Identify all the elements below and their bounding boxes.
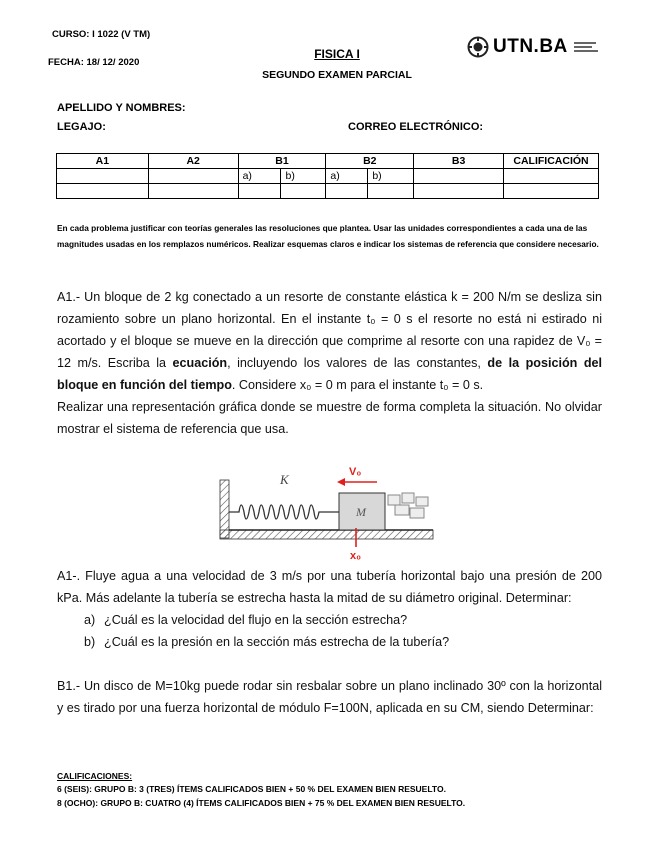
- exam-title: SEGUNDO EXAMEN PARCIAL: [262, 69, 412, 81]
- legajo-label: LEGAJO:: [57, 121, 106, 133]
- col-a2: A2: [148, 154, 238, 169]
- grading-line-1: 6 (SEIS): GRUPO B: 3 (TRES) ÍTEMS CALIFICADOS BIEN + 50 % DEL EXAMEN BIEN RESUELTO.: [57, 784, 446, 794]
- cell-empty[interactable]: [414, 184, 504, 199]
- problem-a1-note: Realizar una representación gráfica donde se muestre de forma completa la situación. No olvidar mostrar el sistema de referencia que usa.: [57, 400, 602, 436]
- spring: [229, 505, 339, 519]
- logo-small-text-icon: [574, 40, 600, 54]
- cell-b2-b[interactable]: b): [368, 169, 414, 184]
- cell-empty[interactable]: [368, 184, 414, 199]
- col-b1: B1: [238, 154, 326, 169]
- problem-b1-text: B1.- Un disco de M=10kg puede rodar sin resbalar sobre un plano inclinado 30º con la horizontal y es tirado por una fuerza horizontal de módulo F=100N, aplicada en su CM, siendo Determinar:: [57, 679, 602, 715]
- cell-b1-a[interactable]: a): [238, 169, 281, 184]
- problem-a1-text: A1.- Un bloque de 2 kg conectado a un resorte de constante elástica k = 200 N/m se desliza sin rozamiento sobre un plano horizontal. En el instante t₀ = 0 s el resorte no está ni estirado ni acortado y el bloque se mueve en la dirección que comprime al resorte con una rapidez de V₀ = 12 m/s. Escriba la ecuación, incluyendo los valores de las constantes, de la posición del bloque en función del tiempo. Considere x₀ = 0 m para el instante t₀ = 0 s.: [57, 290, 603, 392]
- date-label: FECHA: 18/ 12/ 2020: [48, 57, 140, 68]
- problem-a1b-text: A1-. Fluye agua a una velocidad de 3 m/s por una tubería horizontal bajo una presión de 200 kPa. Más adelante la tubería se estrecha hasta la mitad de su diámetro original. Determinar:: [57, 569, 602, 605]
- list-item: a) ¿Cuál es la velocidad del flujo en la sección estrecha?: [84, 613, 408, 627]
- table-row: [57, 184, 599, 199]
- cell-a2[interactable]: [148, 169, 238, 184]
- spring-k-label: K: [280, 472, 289, 487]
- velocity-label: V₀: [349, 466, 362, 478]
- utn-gear-icon: [467, 36, 489, 58]
- velocity-arrowhead-icon: [337, 478, 345, 486]
- table-row: [57, 169, 599, 184]
- cell-empty[interactable]: [57, 184, 149, 199]
- logo-text: UTN.BA: [493, 36, 568, 57]
- table-header-row: [57, 154, 599, 169]
- floor: [220, 530, 433, 539]
- cell-b3[interactable]: [414, 169, 504, 184]
- x0-label: x₀: [350, 550, 362, 562]
- instructions: En cada problema justificar con teorías generales las resoluciones que plantea. Usar las unidades correspondientes a cada una de las magnitudes usadas en los remplazos numéricos. Realizar esquemas claros e indicar los sistemas de referencia que considere necesario.: [57, 223, 599, 249]
- cell-empty[interactable]: [148, 184, 238, 199]
- spring-mass-figure: [215, 462, 440, 562]
- col-calificacion: CALIFICACIÓN: [504, 154, 599, 169]
- motion-streaks: [388, 493, 428, 518]
- cell-a1[interactable]: [57, 169, 149, 184]
- col-b3: B3: [414, 154, 504, 169]
- cell-calificacion[interactable]: [504, 169, 599, 184]
- name-label: APELLIDO Y NOMBRES:: [57, 102, 186, 114]
- cell-empty[interactable]: [326, 184, 368, 199]
- email-label: CORREO ELECTRÓNICO:: [348, 121, 484, 133]
- col-a1: A1: [57, 154, 149, 169]
- cell-empty[interactable]: [238, 184, 281, 199]
- subject-title: FISICA I: [314, 47, 360, 61]
- cell-b1-b[interactable]: b): [281, 169, 326, 184]
- cell-empty[interactable]: [281, 184, 326, 199]
- course-label: CURSO: I 1022 (V TM): [52, 29, 151, 40]
- wall: [220, 480, 229, 538]
- list-item: b) ¿Cuál es la presión en la sección más estrecha de la tubería?: [84, 635, 450, 649]
- col-b2: B2: [326, 154, 414, 169]
- cell-b2-a[interactable]: a): [326, 169, 368, 184]
- cell-empty[interactable]: [504, 184, 599, 199]
- grade-table: [56, 153, 599, 199]
- mass-m-label: M: [356, 505, 366, 519]
- utn-logo: [467, 36, 600, 58]
- grading-line-2: 8 (OCHO): GRUPO B: CUATRO (4) ÍTEMS CALIFICADOS BIEN + 75 % DEL EXAMEN BIEN RESUELTO.: [57, 798, 466, 808]
- grading-title: CALIFICACIONES:: [57, 771, 133, 781]
